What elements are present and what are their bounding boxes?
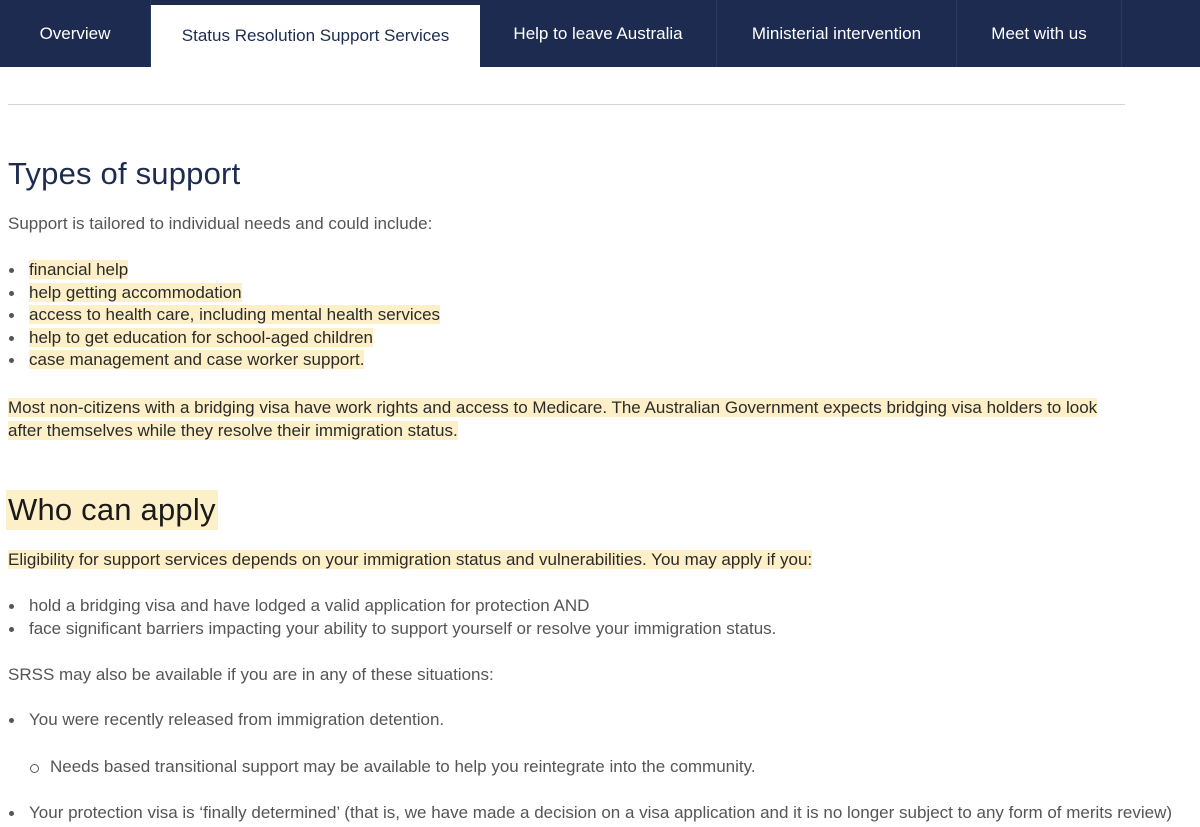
- page-tabs: [0, 0, 1200, 67]
- tab-meet-with-us[interactable]: Meet with us: [957, 0, 1122, 67]
- bridging-visa-paragraph: Most non-citizens with a bridging visa have work rights and access to Medicare. The Australian Government expects bridging visa holders to look after themselves while they resolve their immigration status.: [8, 398, 1098, 440]
- list-item: help getting accommodation: [8, 282, 440, 305]
- list-item: hold a bridging visa and have lodged a valid application for protection AND: [8, 595, 776, 618]
- tab-ministerial-intervention[interactable]: Ministerial intervention: [717, 0, 957, 67]
- list-item: financial help: [8, 259, 440, 282]
- list-item: help to get education for school-aged children: [8, 327, 440, 350]
- situations-list-continued: [8, 802, 1172, 825]
- situations-intro: SRSS may also be available if you are in any of these situations:: [8, 665, 494, 684]
- list-item: Needs based transitional support may be available to help you reintegrate into the community.: [8, 756, 756, 779]
- eligibility-list: [8, 595, 776, 640]
- list-item: face significant barriers impacting your ability to support yourself or resolve your immigration status.: [8, 618, 776, 641]
- tab-overview[interactable]: Overview: [0, 0, 151, 67]
- who-can-apply-heading: Who can apply: [6, 490, 218, 530]
- list-item: case management and case worker support.: [8, 349, 440, 372]
- situations-list: [8, 709, 444, 732]
- list-item: Your protection visa is ‘finally determined’ (that is, we have made a decision on a visa application and it is no longer subject to any form of merits review): [8, 802, 1172, 825]
- list-item: access to health care, including mental health services: [8, 304, 440, 327]
- tab-help-to-leave-australia[interactable]: Help to leave Australia: [480, 0, 717, 67]
- list-item: You were recently released from immigration detention.: [8, 709, 444, 732]
- situations-sub-list: [8, 756, 756, 779]
- eligibility-intro: Eligibility for support services depends on your immigration status and vulnerabilities. You may apply if you:: [8, 550, 813, 569]
- section-divider: [8, 104, 1125, 105]
- types-of-support-intro: Support is tailored to individual needs and could include:: [8, 214, 433, 233]
- tab-status-resolution-support-services[interactable]: Status Resolution Support Services: [151, 5, 480, 67]
- types-of-support-heading: Types of support: [8, 156, 241, 191]
- support-types-list: [8, 259, 440, 372]
